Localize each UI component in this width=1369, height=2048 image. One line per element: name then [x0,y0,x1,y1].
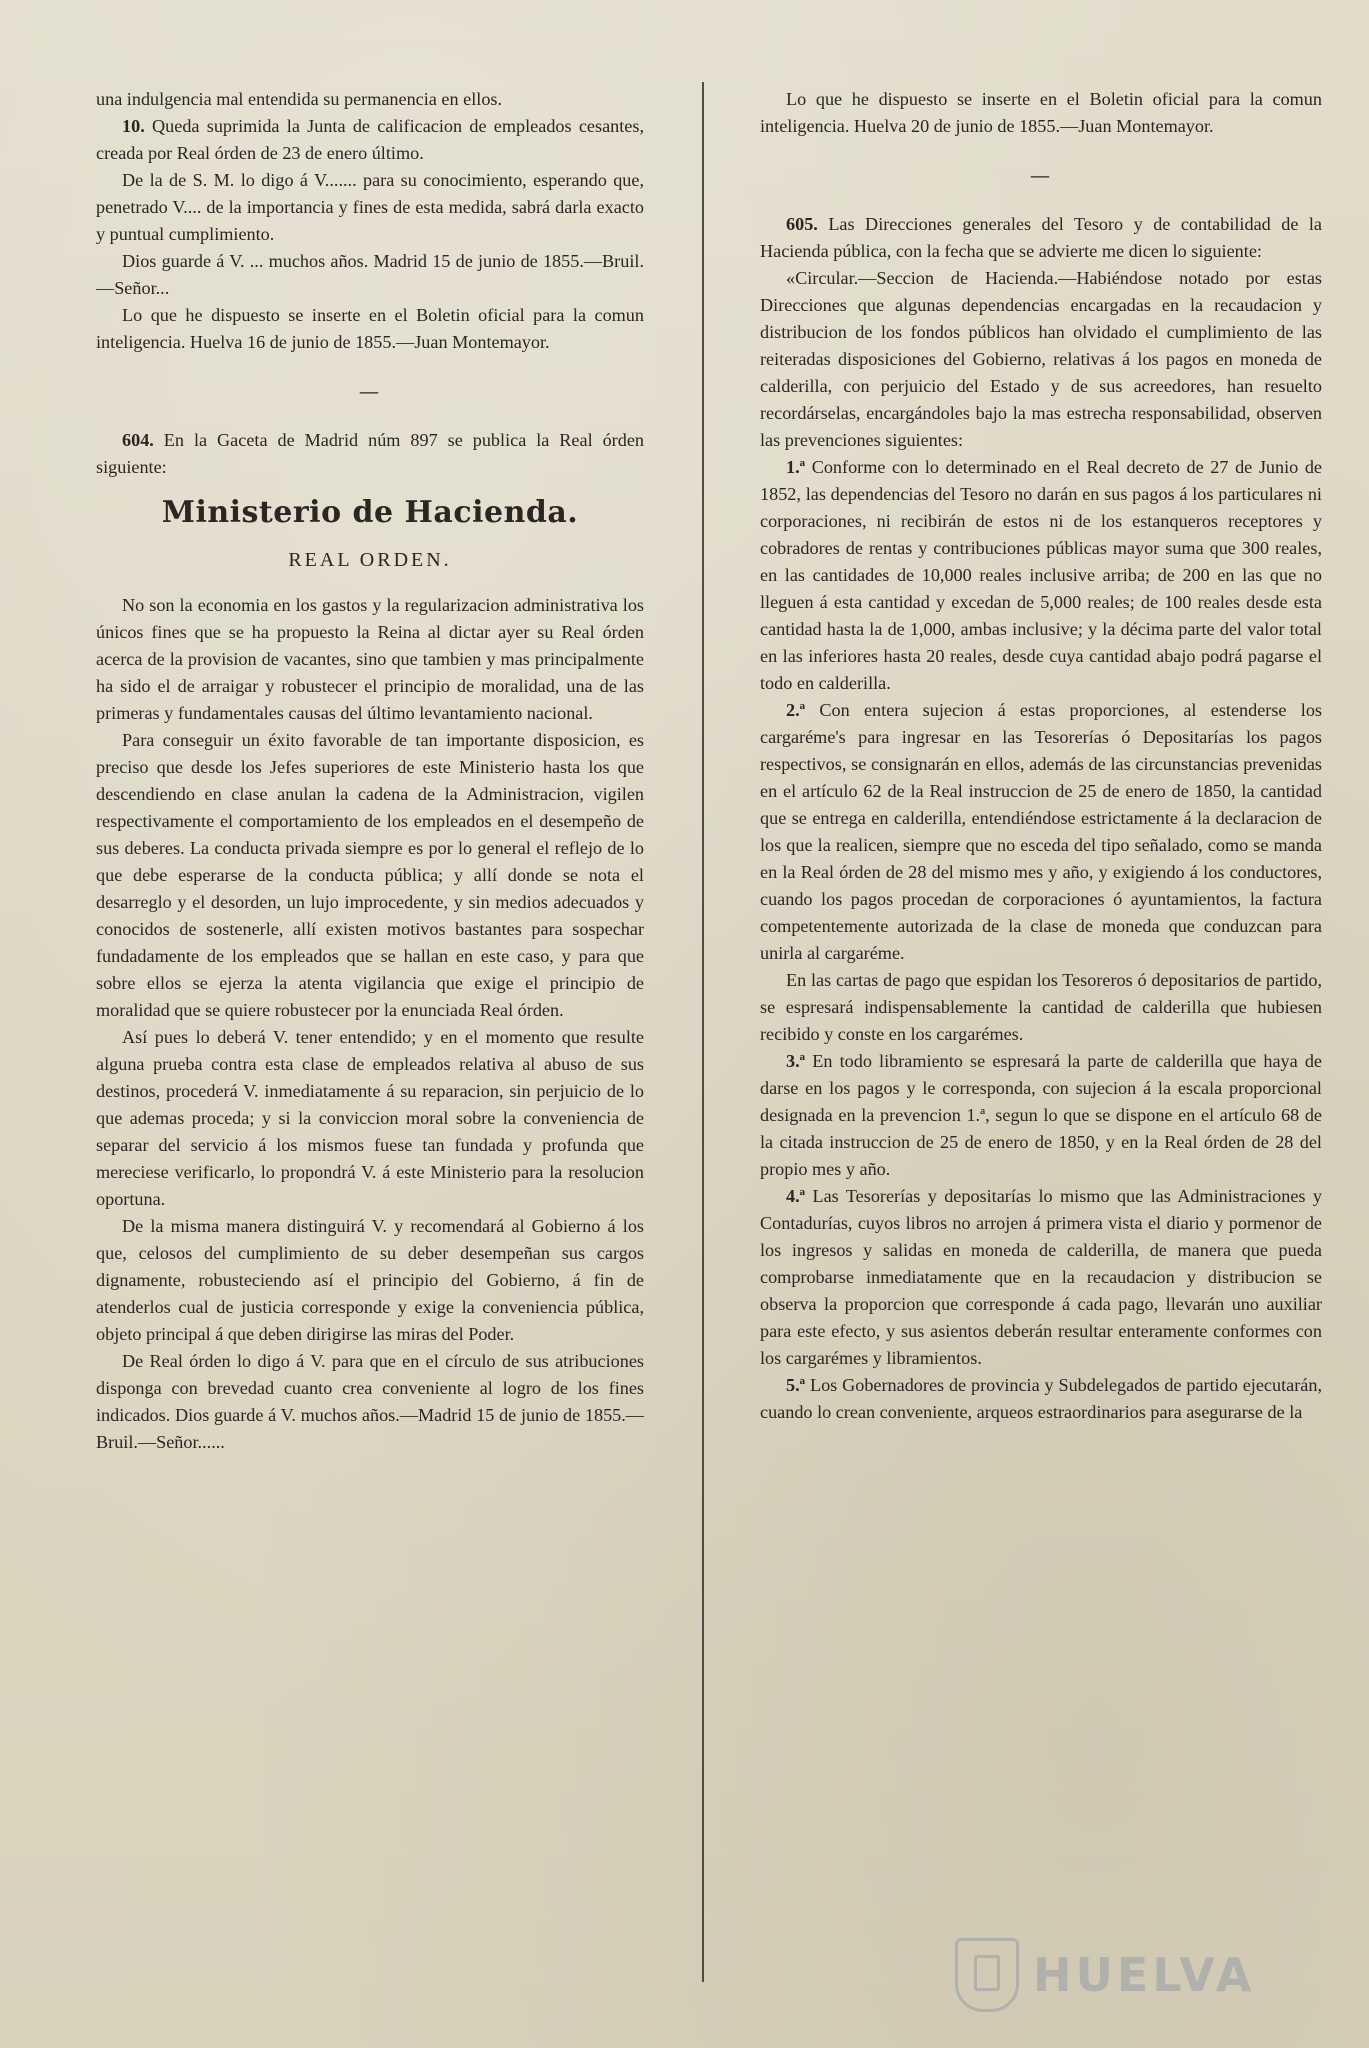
item-number: 2.ª [786,700,806,720]
item-text: Los Gobernadores de provincia y Subdelegados de partido ejecutarán, cuando lo crean conveniente, arqueos estraordinarios para asegurarse de la [760,1375,1322,1422]
continuation-paragraph: una indulgencia mal entendida su permanencia en ellos. [96,89,503,109]
prevention-item-1 [760,454,1322,697]
prevention-item-5 [760,1372,1322,1426]
archive-watermark [955,1935,1335,2015]
prevention-item-2 [760,697,1322,967]
paragraph-dios-guarde: Dios guarde á V. ... muchos años. Madrid 15 de junio de 1855.—Bruil.—Señor... [96,251,644,298]
section-separator: — [1030,165,1052,185]
prevention-item-4 [760,1183,1322,1372]
article-text: En la Gaceta de Madrid núm 897 se publica la Real órden siguiente: [96,430,645,477]
decree-paragraph-3: Así pues lo deberá V. tener entendido; y en el momento que resulte alguna prueba contra esta clase de empleados relativa al abuso de sus destinos, procederá V. inmediatamente á su reparacion, sin perjuicio de lo que ademas proceda; y si la conviccion moral sobre la conveniencia de separar del servicio á los mismos fuese tan fundada y profunda que mereciese verificarlo, lo propondrá V. á este Ministerio para la resolucion oportuna. [96,1027,644,1209]
article-number: 604. [122,430,154,450]
article-text: Las Direcciones generales del Tesoro y de contabilidad de la Hacienda pública, con la fecha que se advierte me dicen lo siguiente: [760,214,1322,261]
item-text: Conforme con lo determinado en el Real decreto de 27 de Junio de 1852, las dependencias del Tesoro no darán en sus pagos á los particulares ni corporaciones, ni recibirán de estos ni de los estanqueros receptores y cobradores de rentas y contribuciones públicas mayor suma que 300 reales, en las cantidades de 10,000 reales inclusive arriba; de 200 en las que no lleguen á esta cantidad y excedan de 5,000 reales; de 100 reales desde esta cantidad hasta la de 1,000, ambas inclusive; y la décima parte del valor total en las inferiores hasta 20 reales, desde cuya cantidad abajo podrá pagarse el todo en calderilla. [760,457,1322,693]
archive-shield-icon [955,1938,1019,2012]
item-number: 5.ª [786,1375,806,1395]
real-orden-heading: REAL ORDEN. [288,549,452,571]
article-10 [96,113,644,167]
decree-paragraph-4: De la misma manera distinguirá V. y recomendará al Gobierno á los que, celosos del cumplimiento de su deber desempeñan sus cargos dignamente, robusteciendo así el principio del Gobierno, á fin de atenderlos cual de justicia corresponde y exige la conveniencia pública, objeto principal á que deben dirigirse las miras del Poder. [96,1216,644,1344]
article-number: 10. [122,116,145,136]
item-text: Las Tesorerías y depositarías lo mismo que las Administraciones y Contadurías, cuyos libros no arrojen á primera vista el diario y pormenor de los ingresos y salidas en moneda de calderilla, de manera que pueda comprobarse inmediatamente que en la recaudacion y distribucion se observa la proporcion que corresponde á cada pago, llevarán uno auxiliar para este efecto, y sus asientos deberán resultar enteramente conformes con los cargarémes y libramientos. [760,1186,1322,1368]
item-number: 3.ª [786,1051,806,1071]
article-604 [96,427,644,481]
section-separator: — [359,381,381,401]
decree-paragraph-1: No son la economia en los gastos y la regularizacion administrativa los únicos fines que se ha propuesto la Reina al dictar ayer su Real órden acerca de la provision de vacantes, sino que tambien y mas principalmente ha sido el de arraigar y robustecer el principio de moralidad, una de las primeras y fundamentales causas del último levantamiento nacional. [96,595,644,723]
paragraph-cartas-de-pago: En las cartas de pago que espidan los Tesoreros ó depositarios de partido, se espresará indispensablemente la cantidad de calderilla que hubiesen recibido y conste en los cargarémes. [760,970,1322,1044]
item-text: Con entera sujecion á estas proporciones, al estenderse los cargaréme's para ingresar en las Tesorerías ó Depositarías los pagos respectivos, se consignarán en ellos, además de las circunstancias prevenidas en el artículo 62 de la Real instruccion de 25 de enero de 1850, la cantidad que se entrega en calderilla, entendiéndose estrictamente á la declaracion de los que la realicen, siempre que no esceda del tipo señalado, como se manda en la Real órden de 28 del mismo mes y año, y exigiendo á los conductores, cuando los pagos procedan de corporaciones ó ayuntamientos, la factura competentemente autorizada de la clase de moneda que conduzcan para unirla al cargaréme. [760,700,1322,963]
paragraph-lo-que-he-dispuesto: Lo que he dispuesto se inserte en el Boletin oficial para la comun inteligencia. Huelva 20 de junio de 1855.—Juan Montemayor. [760,89,1322,136]
right-column [760,86,1322,1426]
ministry-title: Ministerio de Hacienda. [161,495,579,530]
article-number: 605. [786,214,818,234]
item-number: 4.ª [786,1186,806,1206]
item-number: 1.ª [786,457,806,477]
watermark-text: HUELVA [1033,1948,1256,2002]
column-divider [702,82,704,1982]
paragraph-lo-que-he-dispuesto: Lo que he dispuesto se inserte en el Boletin oficial para la comun inteligencia. Huelva 16 de junio de 1855.—Juan Montemayor. [96,305,644,352]
decree-paragraph-2: Para conseguir un éxito favorable de tan importante disposicion, es preciso que desde los Jefes superiores de este Ministerio hasta los que descendiendo en clase anulan la cadena de la Administracion, vigilen respectivamente el comportamiento de los empleados en el desempeño de sus deberes. La conducta privada siempre es por lo general el reflejo de lo que debe esperarse de la conducta pública; y allí donde se nota el desarreglo y el desorden, un lujo improcedente, y sin medios adecuados y conocidos de sostenerle, allí existen motivos bastantes para sospechar fundadamente de los empleados que se hallan en este caso, y para que sobre ellos se ejerza la atenta vigilancia que exige el principio de moralidad que se quiere robustecer por la enunciada Real órden. [96,730,644,1020]
prevention-item-3 [760,1048,1322,1183]
left-column [96,86,644,1456]
paragraph-de-real-orden: De la de S. M. lo digo á V....... para su conocimiento, esperando que, penetrado V.... de la importancia y fines de esta medida, sabrá darla exacto y puntual cumplimiento. [96,170,644,244]
item-text: En todo libramiento se espresará la parte de calderilla que haya de darse en los pagos y le corresponda, con sujecion á la escala proporcional designada en la prevencion 1.ª, segun lo que se dispone en el artículo 68 de la citada instruccion de 25 de enero de 1850, y en la Real órden de 28 del propio mes y año. [760,1051,1323,1179]
circular-paragraph: «Circular.—Seccion de Hacienda.—Habiéndose notado por estas Direcciones que algunas dependencias encargadas en la recaudacion y distribucion de los fondos públicos han olvidado el cumplimiento de las reiteradas disposiciones del Gobierno, relativas á los pagos en moneda de calderilla, con perjuicio del Estado y de sus acreedores, han resuelto recordárselas, encargándoles bajo la mas estrecha responsabilidad, observen las prevenciones siguientes: [760,268,1322,450]
decree-paragraph-5: De Real órden lo digo á V. para que en el círculo de sus atribuciones disponga con brevedad cuanto crea conveniente al logro de los fines indicados. Dios guarde á V. muchos años.—Madrid 15 de junio de 1855.—Bruil.—Señor...... [96,1351,644,1452]
article-605 [760,211,1322,265]
article-text: Queda suprimida la Junta de calificacion de empleados cesantes, creada por Real órden de 23 de enero último. [96,116,645,163]
